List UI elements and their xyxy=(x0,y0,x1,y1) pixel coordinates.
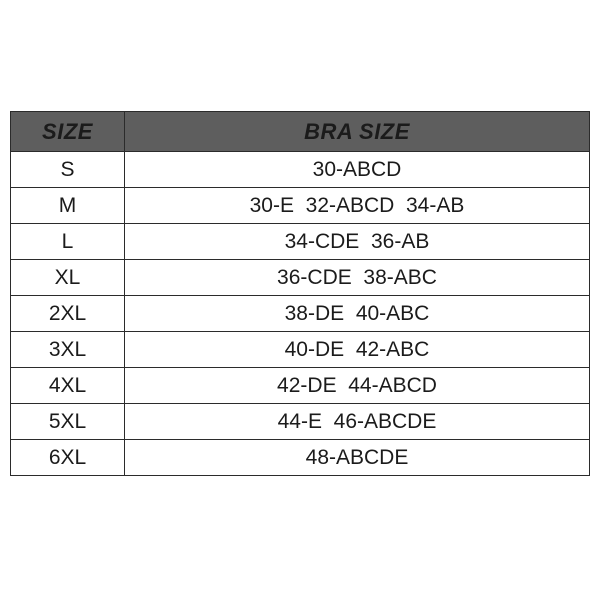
cell-bra-size: 44-E 46-ABCDE xyxy=(125,404,590,440)
column-header-bra-size: BRA SIZE xyxy=(125,112,590,152)
table-row xyxy=(11,188,590,224)
size-chart-table xyxy=(10,111,590,476)
cell-size: 3XL xyxy=(11,332,125,368)
column-header-size: SIZE xyxy=(11,112,125,152)
cell-size: L xyxy=(11,224,125,260)
cell-size: 2XL xyxy=(11,296,125,332)
table-row xyxy=(11,404,590,440)
table-row xyxy=(11,224,590,260)
size-chart-table-wrap xyxy=(10,111,590,476)
cell-size: 5XL xyxy=(11,404,125,440)
table-row xyxy=(11,368,590,404)
cell-bra-size: 38-DE 40-ABC xyxy=(125,296,590,332)
table-header xyxy=(11,112,590,152)
table-row xyxy=(11,152,590,188)
table-row xyxy=(11,440,590,476)
table-row xyxy=(11,296,590,332)
cell-bra-size: 30-E 32-ABCD 34-AB xyxy=(125,188,590,224)
cell-size: XL xyxy=(11,260,125,296)
cell-bra-size: 40-DE 42-ABC xyxy=(125,332,590,368)
table-body xyxy=(11,152,590,476)
cell-bra-size: 42-DE 44-ABCD xyxy=(125,368,590,404)
table-row xyxy=(11,260,590,296)
cell-size: 6XL xyxy=(11,440,125,476)
cell-bra-size: 48-ABCDE xyxy=(125,440,590,476)
cell-size: S xyxy=(11,152,125,188)
cell-bra-size: 34-CDE 36-AB xyxy=(125,224,590,260)
cell-size: 4XL xyxy=(11,368,125,404)
cell-bra-size: 30-ABCD xyxy=(125,152,590,188)
table-header-row xyxy=(11,112,590,152)
table-row xyxy=(11,332,590,368)
cell-size: M xyxy=(11,188,125,224)
cell-bra-size: 36-CDE 38-ABC xyxy=(125,260,590,296)
